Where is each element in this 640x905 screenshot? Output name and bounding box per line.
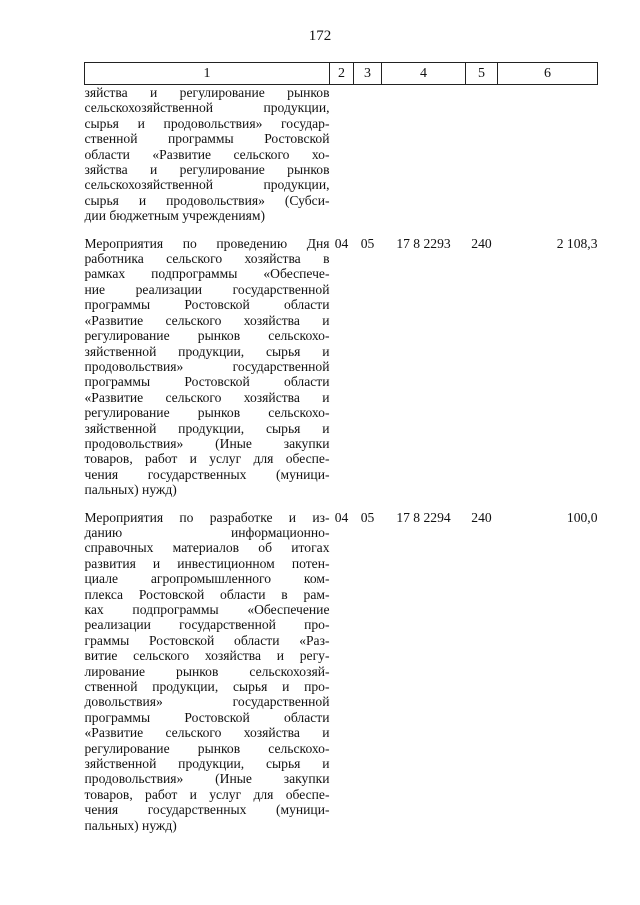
row-section-code: [330, 85, 354, 224]
row-section-code: 04: [334, 235, 349, 251]
description-line: продовольствия» (Иные закупки: [84, 771, 330, 787]
description-line: чения государственных (муници-: [84, 802, 330, 818]
row-subsection-code: [354, 85, 382, 224]
description-line: области «Развитие сельского хо-: [84, 146, 330, 162]
description-line: граммы Ростовской области «Раз-: [84, 632, 330, 648]
row-target-article-code: [382, 85, 466, 224]
description-line: лирование рынков сельскохозяй-: [84, 663, 330, 679]
description-line: «Развитие сельского хозяйства и: [84, 725, 330, 741]
description-line: программы Ростовской области: [84, 297, 330, 313]
column-header-2: 2: [330, 63, 354, 85]
description-line: данию информационно-: [84, 524, 330, 540]
row-expense-type-code: [466, 85, 498, 224]
column-header-1: 1: [85, 63, 330, 85]
description-line: Мероприятия по проведению Дня: [84, 235, 330, 251]
description-line: рамках подпрограммы «Обеспече-: [84, 266, 330, 282]
description-line: циале агропромышленного ком-: [84, 571, 330, 587]
page-number: 172: [308, 28, 332, 44]
table-row: [85, 85, 598, 224]
description-line: пальных) нужд): [84, 817, 177, 833]
row-section-code: 04: [334, 509, 349, 525]
description-line: продовольствия» государственной: [84, 358, 330, 374]
description-line: пальных) нужд): [84, 482, 177, 498]
description-line: товаров, работ и услуг для обеспе-: [84, 451, 330, 467]
description-line: зяйственной продукции, сырья и: [84, 756, 330, 772]
description-line: продовольствия» (Иные закупки: [84, 435, 330, 451]
description-line: «Развитие сельского хозяйства и: [84, 389, 330, 405]
table-body: [85, 85, 598, 834]
description-line: развития и инвестиционном потен-: [84, 555, 330, 571]
description-line: товаров, работ и услуг для обеспе-: [84, 786, 330, 802]
table-row: [85, 224, 598, 498]
column-header-5: 5: [466, 63, 498, 85]
description-line: справочных материалов об итогах: [84, 540, 330, 556]
table-header-row: [85, 63, 598, 85]
column-header-3: 3: [354, 63, 382, 85]
description-line: зяйственной продукции, сырья и: [84, 420, 330, 436]
description-line: зяйства и регулирование рынков: [84, 162, 330, 178]
description-line: витие сельского хозяйства и регу-: [84, 648, 330, 664]
description-line: программы Ростовской области: [84, 709, 330, 725]
description-line: работника сельского хозяйства в: [84, 251, 330, 267]
budget-table: [84, 62, 598, 833]
row-amount: [498, 85, 598, 224]
description-line: сельскохозяйственной продукции,: [84, 100, 330, 116]
row-amount: 100,0: [566, 509, 598, 525]
description-line: реализации государственной про-: [84, 617, 330, 633]
description-line: «Развитие сельского хозяйства и: [84, 312, 330, 328]
description-line: чения государственных (муници-: [84, 466, 330, 482]
row-description: [85, 85, 330, 224]
description-line: ственной продукции, сырья и про-: [84, 679, 330, 695]
description-line: Мероприятия по разработке и из-: [84, 509, 330, 525]
table-row: [85, 498, 598, 834]
description-line: довольствия» государственной: [84, 694, 330, 710]
description-line: сырья и продовольствия» государ-: [84, 115, 330, 131]
description-line: сельскохозяйственной продукции,: [84, 177, 330, 193]
row-target-article-code: 17 8 2294: [396, 509, 451, 525]
description-line: ках подпрограммы «Обеспечение: [84, 602, 330, 617]
column-header-6: 6: [498, 63, 598, 85]
description-line: зяйственной продукции, сырья и: [84, 343, 330, 359]
description-line: регулирование рынков сельскохо-: [84, 405, 330, 421]
description-line: дии бюджетным учреждениям): [84, 208, 265, 224]
row-amount: 2 108,3: [556, 235, 598, 251]
description-line: регулирование рынков сельскохо-: [84, 740, 330, 756]
description-line: ние реализации государственной: [84, 281, 330, 297]
row-expense-type-code: 240: [471, 509, 492, 525]
row-description: [85, 224, 330, 498]
description-line: зяйства и регулирование рынков: [84, 85, 330, 100]
description-line: сырья и продовольствия» (Субси-: [84, 192, 330, 208]
row-target-article-code: 17 8 2293: [396, 235, 451, 251]
row-expense-type-code: 240: [471, 235, 492, 251]
row-subsection-code: 05: [360, 235, 375, 251]
description-line: ственной программы Ростовской: [84, 131, 330, 147]
description-line: регулирование рынков сельскохо-: [84, 328, 330, 344]
row-description: [85, 498, 330, 834]
column-header-4: 4: [382, 63, 466, 85]
row-subsection-code: 05: [360, 509, 375, 525]
description-line: программы Ростовской области: [84, 374, 330, 390]
description-line: плекса Ростовской области в рам-: [84, 586, 330, 602]
